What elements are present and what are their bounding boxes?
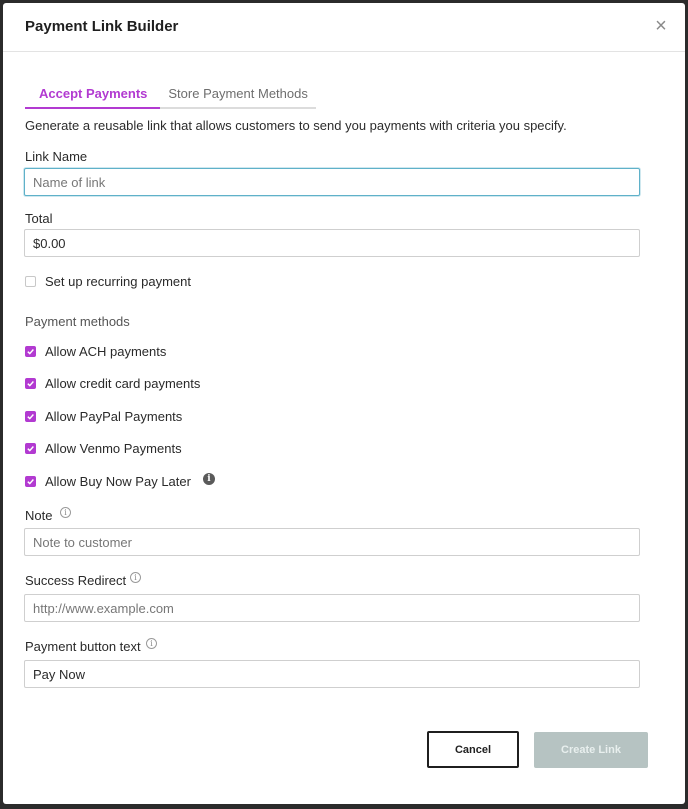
venmo-payments-checkbox[interactable]: [25, 443, 36, 454]
ach-payments-label: Allow ACH payments: [45, 343, 167, 359]
check-icon: [26, 412, 35, 421]
check-icon: [26, 379, 35, 388]
paypal-payments-label: Allow PayPal Payments: [45, 408, 183, 424]
tab-accept-payments[interactable]: Accept Payments: [25, 83, 160, 109]
tab-bar: [25, 83, 316, 109]
paypal-payments-row[interactable]: [25, 407, 182, 425]
description-text: Generate a reusable link that allows customers to send you payments with criteria you specify.: [25, 118, 567, 133]
recurring-payment-label: Set up recurring payment: [45, 273, 191, 289]
buy-now-pay-later-label: Allow Buy Now Pay Later: [45, 473, 191, 489]
note-label: Note: [25, 508, 53, 523]
total-input[interactable]: [24, 229, 640, 257]
credit-card-payments-row[interactable]: [25, 374, 200, 392]
recurring-payment-checkbox[interactable]: [25, 276, 36, 287]
payment-button-text-label: Payment button text: [25, 639, 141, 654]
info-icon[interactable]: i: [130, 572, 141, 583]
cancel-button[interactable]: Cancel: [427, 731, 519, 768]
create-link-button[interactable]: Create Link: [534, 732, 648, 768]
ach-payments-row[interactable]: [25, 342, 166, 360]
link-name-input[interactable]: [24, 168, 640, 196]
total-label: Total: [25, 211, 53, 226]
recurring-payment-row[interactable]: [25, 272, 191, 290]
info-icon[interactable]: i: [203, 473, 215, 485]
paypal-payments-checkbox[interactable]: [25, 411, 36, 422]
modal-title: Payment Link Builder: [25, 18, 179, 35]
buy-now-pay-later-checkbox[interactable]: [25, 476, 36, 487]
modal-header: [3, 3, 685, 52]
check-icon: [26, 444, 35, 453]
venmo-payments-label: Allow Venmo Payments: [45, 440, 182, 456]
check-icon: [26, 477, 35, 486]
success-redirect-label: Success Redirect: [25, 573, 127, 588]
ach-payments-checkbox[interactable]: [25, 346, 36, 357]
tab-store-payment-methods[interactable]: Store Payment Methods: [168, 86, 308, 101]
credit-card-payments-checkbox[interactable]: [25, 378, 36, 389]
success-redirect-input[interactable]: [24, 594, 640, 622]
venmo-payments-row[interactable]: [25, 439, 182, 457]
credit-card-payments-label: Allow credit card payments: [45, 375, 201, 391]
payment-methods-heading: Payment methods: [25, 314, 130, 329]
info-icon[interactable]: i: [146, 638, 157, 649]
payment-link-builder-modal: [3, 3, 685, 804]
payment-button-text-input[interactable]: [24, 660, 640, 688]
close-icon[interactable]: ×: [655, 15, 667, 37]
info-icon[interactable]: i: [60, 507, 71, 518]
link-name-label: Link Name: [25, 149, 88, 164]
buy-now-pay-later-row[interactable]: [25, 472, 191, 490]
note-input[interactable]: [24, 528, 640, 556]
check-icon: [26, 347, 35, 356]
